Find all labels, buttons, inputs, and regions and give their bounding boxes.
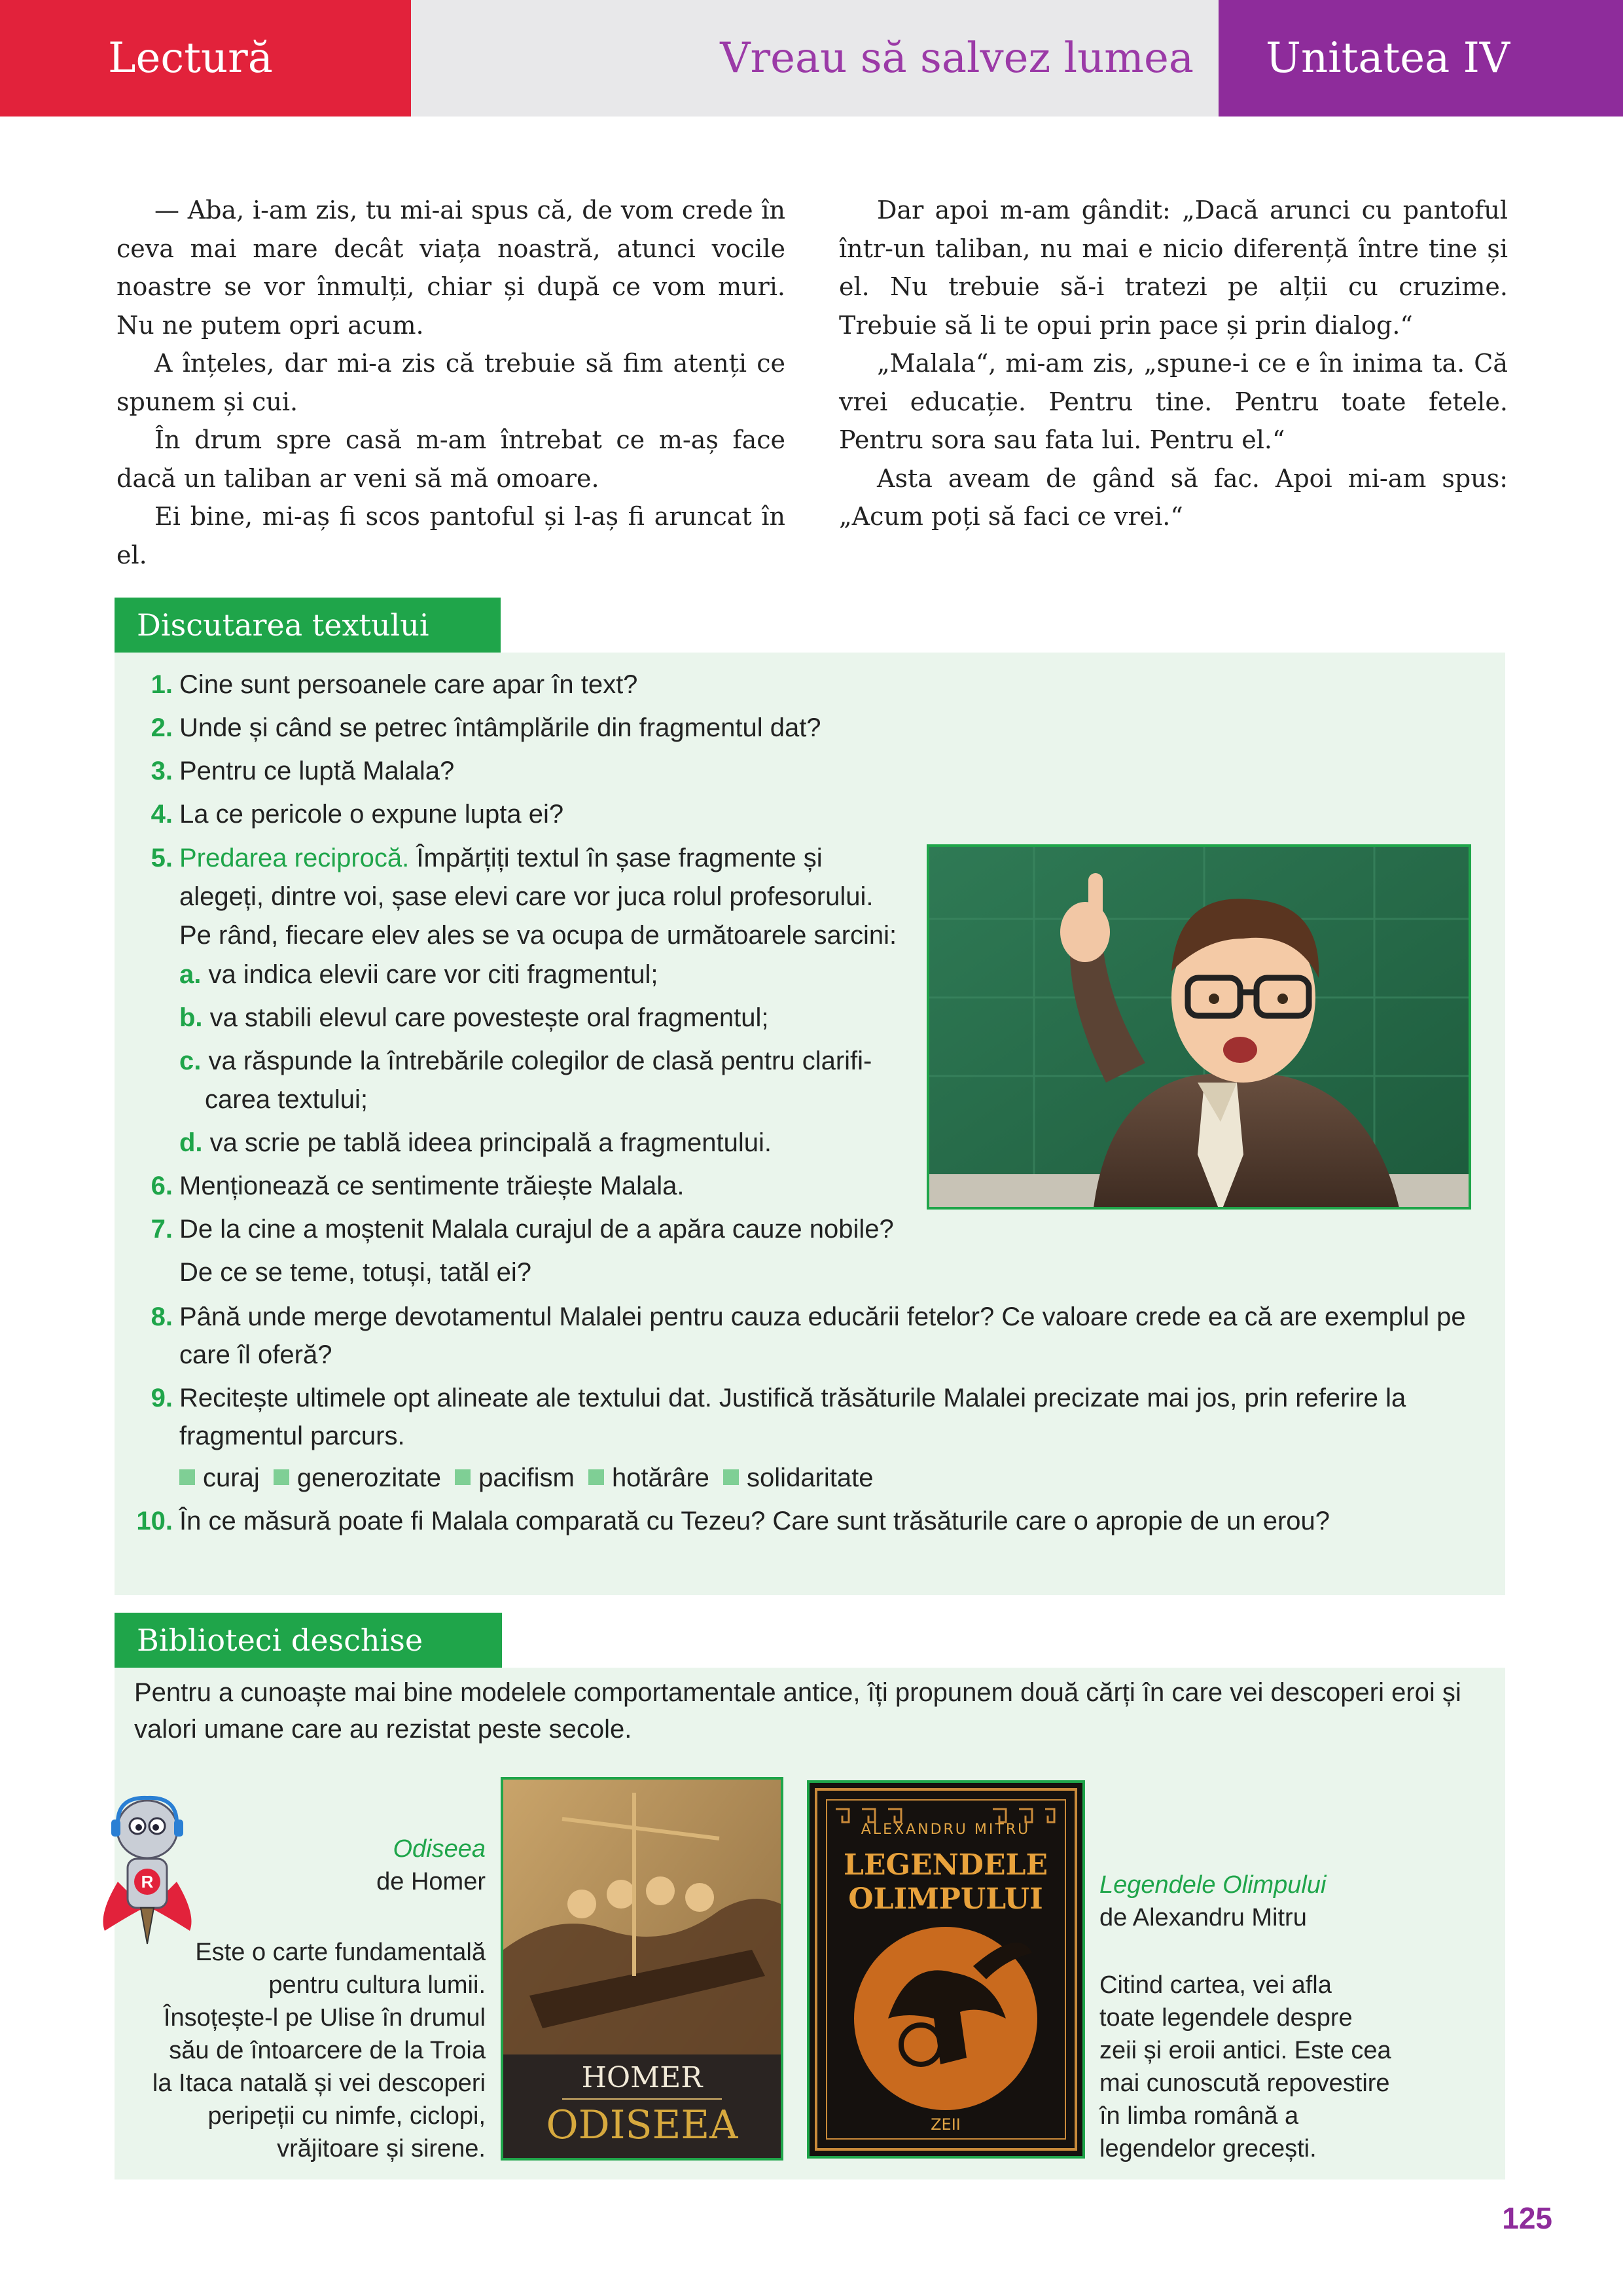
book2-caption — [1099, 1869, 1466, 1934]
bullet-square-icon — [179, 1469, 195, 1485]
paragraph: „Malala“, mi-am zis, „spune-i ce e în inima ta. Că vrei educație. Pentru tine. Pentru toate fetele. Pentru sora sau fata lui. Pentru el.“ — [839, 349, 1508, 454]
paragraph: — Aba, i-am zis, tu mi-ai spus că, de vom crede în ceva mai mare decât viața noastră, atunci vocile noastre se vor înmulți, chiar și după ce vom muri. Nu ne putem opri acum. — [116, 196, 785, 340]
library-intro: Pentru a cunoaște mai bine modelele comportamentale antice, îți propunem două cărți în care vei descoperi eroi și valori umane care au rezistat peste secole. — [134, 1678, 1461, 1744]
mascot-letter: R — [141, 1872, 154, 1892]
text-column-left — [116, 191, 785, 574]
trait: pacifism — [478, 1463, 575, 1492]
trait: generozitate — [296, 1463, 441, 1492]
cover-title: ODISEEA — [546, 2102, 738, 2148]
paragraph: Ei bine, mi-aș fi scos pantoful și l-aș fi aruncat în el. — [116, 502, 785, 569]
trait: curaj — [203, 1463, 260, 1492]
book2-cover — [807, 1780, 1085, 2159]
page-number: 125 — [1502, 2201, 1552, 2235]
cover-author: HOMER — [581, 2061, 703, 2094]
cover2-title-1: LEGENDELE — [844, 1848, 1048, 1882]
trait: hotărâre — [611, 1463, 709, 1492]
book2-title: Legendele Olimpului — [1099, 1871, 1327, 1899]
paragraph: Dar apoi m-am gândit: „Dacă arunci cu pantoful într-un taliban, nu mai e nicio diferență între tine și el. Nu trebuie să-i tratezi pe alții cu cruzime. Trebuie să li te opui prin pace și prin dialog.“ — [839, 196, 1508, 340]
paragraph: În drum spre casă m-am întrebat ce m-aș face dacă un taliban ar veni să mă omoare. — [116, 425, 785, 493]
section-label: Lectură — [0, 0, 411, 117]
bullet-square-icon — [723, 1469, 739, 1485]
paragraph: A înțeles, dar mi-a zis că trebuie să fim atenți ce spunem și cui. — [116, 349, 785, 416]
bullet-square-icon — [274, 1469, 289, 1485]
discussion-tab: Discutarea textului — [115, 598, 501, 653]
chapter-title: Vreau să salvez lumea — [411, 0, 1219, 117]
page-header — [0, 0, 1623, 117]
trait: solidaritate — [747, 1463, 874, 1492]
reciprocal-teaching-label: Predarea reciprocă. — [179, 844, 410, 872]
mascot-robot-icon — [92, 1790, 203, 1954]
cover2-author: ALEXANDRU MITRU — [861, 1821, 1031, 1838]
book1-cover — [501, 1777, 783, 2161]
unit-label: Unitatea IV — [1219, 0, 1623, 117]
olympus-legends-cover-illustration — [810, 1783, 1082, 2156]
book2-author: de Alexandru Mitru — [1099, 1904, 1307, 1931]
book1-author: de Homer — [376, 1868, 486, 1895]
boy-raising-hand-illustration — [929, 847, 1471, 1210]
text-column-right — [839, 191, 1508, 536]
book1-caption — [340, 1833, 486, 1898]
book1-description: Este o carte fundamentală pentru cultura lumii. Însoțește-l pe Ulise în drumul său de întoarcere de la Troia la Itaca natală și vei descoperi peripeții cu nimfe, ciclopi, vrăjitoare și sirene. — [152, 1939, 486, 2162]
odyssey-cover-illustration — [503, 1780, 781, 2158]
cover2-subtitle: ZEII — [931, 2115, 961, 2134]
paragraph: Asta aveam de gând să fac. Apoi mi-am spus: „Acum poți să faci ce vrei.“ — [839, 463, 1508, 531]
cover2-title-2: OLIMPULUI — [848, 1882, 1043, 1916]
student-photo — [927, 844, 1471, 1210]
library-tab: Biblioteci deschise — [115, 1613, 502, 1668]
book1-title: Odiseea — [393, 1835, 486, 1863]
bullet-square-icon — [455, 1469, 471, 1485]
book2-description: Citind cartea, vei afla toate legendele despre zeii și eroii antici. Este cea mai cunoscută repovestire în limba română a legendelor grecești. — [1099, 1971, 1391, 2162]
bullet-square-icon — [588, 1469, 604, 1485]
